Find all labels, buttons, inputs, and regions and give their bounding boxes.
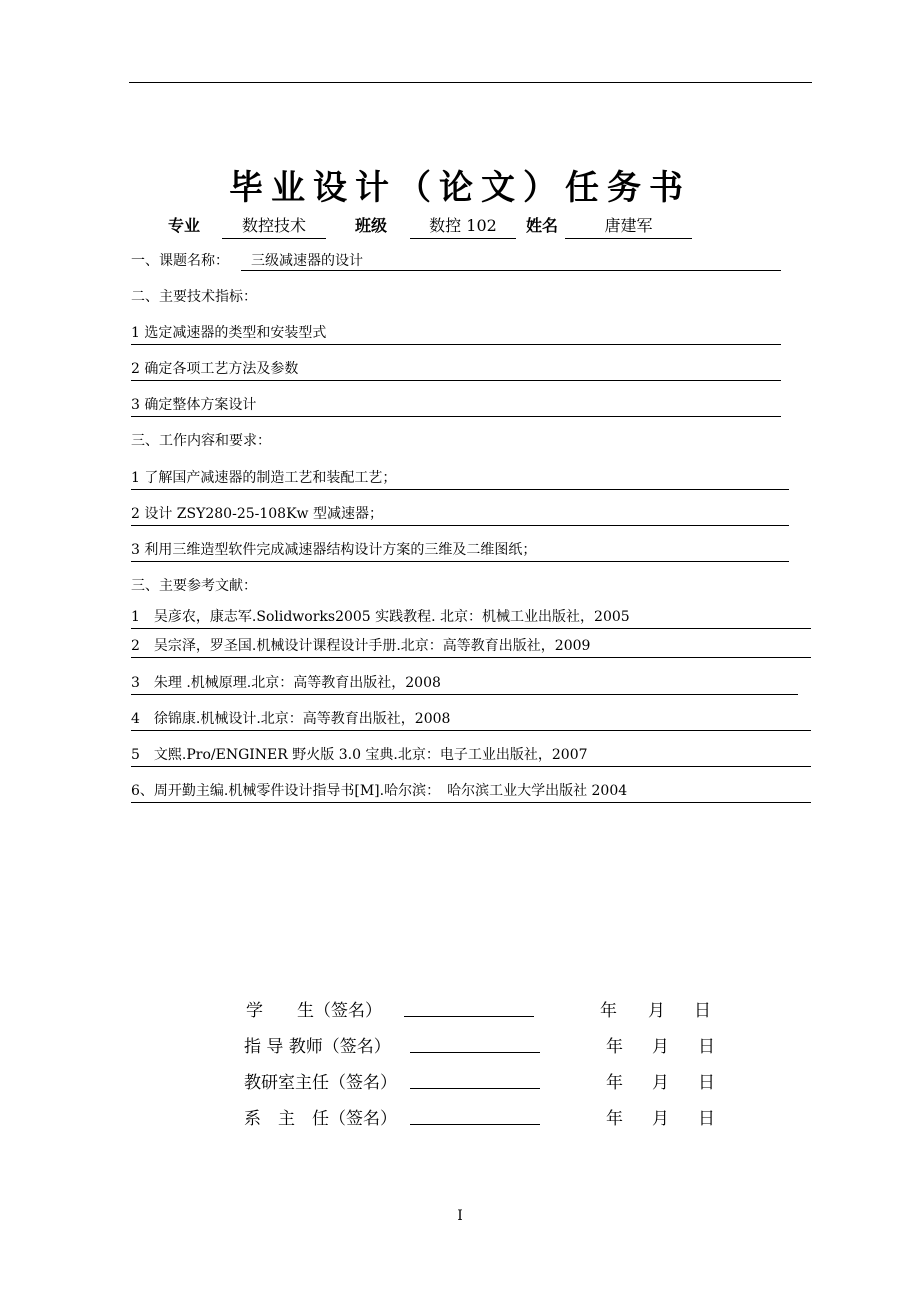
reference-item: 6、周开勤主编.机械零件设计指导书[M].哈尔滨： 哈尔滨工业大学出版社 2004 [131,782,811,803]
topic-label: 一、课题名称： [131,253,229,269]
signature-role: 学 生（签名） [246,1001,382,1021]
signature-row-advisor [0,1032,920,1058]
signature-day: 日 [698,1109,715,1129]
requirement-item: 3 利用三维造型软件完成减速器结构设计方案的三维及二维图纸； [131,541,789,562]
signature-role: 指 导 教师（签名） [244,1037,391,1057]
signature-month: 月 [652,1073,669,1093]
signature-year: 年 [606,1037,623,1057]
signature-year: 年 [606,1073,623,1093]
reference-item: 3 朱理 .机械原理.北京：高等教育出版社，2008 [131,674,798,695]
signature-row-dept-head [0,1104,920,1130]
indicator-item: 3 确定整体方案设计 [131,396,781,417]
reference-item: 1 吴彦农，康志军.Solidworks2005 实践教程. 北京：机械工业出版社，2005 [131,608,811,629]
requirements-heading: 三、工作内容和要求： [131,433,271,449]
signature-year: 年 [606,1109,623,1129]
major-value: 数控技术 [222,213,326,239]
signature-blank[interactable] [410,1068,540,1089]
indicators-heading: 二、主要技术指标： [131,289,257,305]
indicator-item: 1 选定减速器的类型和安装型式 [131,324,781,345]
signature-role: 系 主 任（签名） [244,1109,397,1129]
class-value: 数控 102 [410,213,516,239]
signature-month: 月 [648,1001,665,1021]
document-title: 毕业设计（论文）任务书 [229,168,691,208]
signature-year: 年 [600,1001,617,1021]
page-number: I [457,1208,463,1224]
topic-value: 三级减速器的设计 [251,253,363,269]
signature-day: 日 [694,1001,711,1021]
major-label: 专业 [168,216,201,235]
requirement-item: 2 设计 ZSY280-25-108Kw 型减速器； [131,505,789,526]
signature-day: 日 [698,1073,715,1093]
reference-item: 2 吴宗泽，罗圣国.机械设计课程设计手册.北京：高等教育出版社，2009 [131,637,811,658]
signature-day: 日 [698,1037,715,1057]
requirement-item: 1 了解国产减速器的制造工艺和装配工艺； [131,469,789,490]
indicator-item: 2 确定各项工艺方法及参数 [131,360,781,381]
signature-month: 月 [652,1109,669,1129]
signature-role: 教研室主任（签名） [244,1073,397,1093]
class-label: 班级 [355,216,388,235]
student-meta [0,213,920,237]
topic-line [131,252,781,272]
reference-item: 5 文熙.Pro/ENGINER 野火版 3.0 宝典.北京：电子工业出版社，2007 [131,746,811,767]
signature-blank[interactable] [404,996,534,1017]
signature-month: 月 [652,1037,669,1057]
name-label: 姓名 [526,216,559,235]
header-rule [129,82,812,83]
reference-item: 4 徐锦康.机械设计.北京：高等教育出版社，2008 [131,710,811,731]
signature-row-student [0,996,920,1022]
signature-blank[interactable] [410,1032,540,1053]
signature-row-section-head [0,1068,920,1094]
references-heading: 三、主要参考文献： [131,578,257,594]
name-value: 唐建军 [565,213,692,239]
signature-blank[interactable] [410,1104,540,1125]
